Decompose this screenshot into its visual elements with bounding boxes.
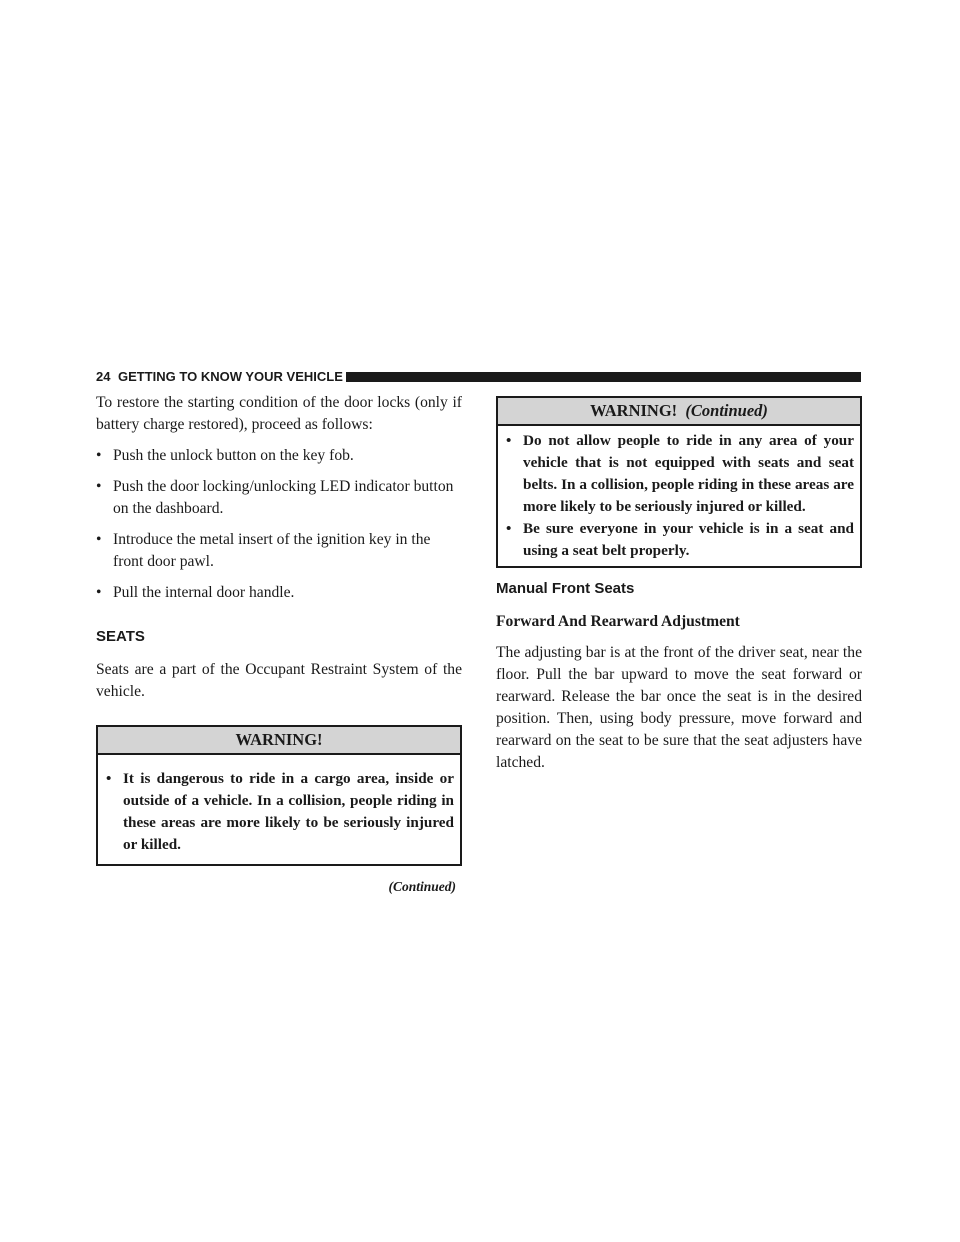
header-rule xyxy=(346,372,861,382)
bullet-icon: • xyxy=(96,478,102,495)
warning-item: • Be sure everyone in your vehicle is in a seat and using a seat belt properly. xyxy=(506,520,854,559)
bullet-icon: • xyxy=(96,447,102,464)
bullet-icon: • xyxy=(506,520,512,537)
right-column xyxy=(496,396,862,774)
bullet-icon: • xyxy=(506,432,512,449)
warning-item: • Do not allow people to ride in any area of your vehicle that is not equipped with seats and seat belts. In a collision, people riding in these areas are more likely to be seriously injured or killed. xyxy=(506,432,854,515)
warning-title: WARNING! (Continued) xyxy=(498,398,860,426)
adjustment-text: The adjusting bar is at the front of the driver seat, near the floor. Pull the bar upward to move the seat forward or rearward. Release the bar once the seat is in the desired position. Then, using body pressure, move forward and rearward on the seat to be sure that the seat adjusters have latched. xyxy=(496,644,862,771)
list-item: • Introduce the metal insert of the ignition key in the front door pawl. xyxy=(96,531,431,570)
list-item: • Pull the internal door handle. xyxy=(96,582,462,604)
door-lock-steps xyxy=(96,445,462,604)
warning-body xyxy=(498,426,860,566)
warning-body xyxy=(98,755,460,864)
warning-box-continued xyxy=(496,396,862,568)
warning-item: • It is dangerous to ride in a cargo area, inside or outside of a vehicle. In a collision, people riding in these areas are more likely to be seriously injured or killed. xyxy=(106,770,454,853)
seats-intro: Seats are a part of the Occupant Restraint System of the vehicle. xyxy=(96,661,462,700)
bullet-icon: • xyxy=(96,531,102,548)
list-item: • Push the door locking/unlocking LED indicator button on the dashboard. xyxy=(96,478,454,517)
page-header xyxy=(96,369,861,385)
manual-front-seats-heading: Manual Front Seats xyxy=(496,580,635,597)
warning-title-suffix: (Continued) xyxy=(685,401,768,420)
page-number: 24 xyxy=(96,369,111,384)
bullet-icon: • xyxy=(106,770,112,787)
continued-label: (Continued) xyxy=(388,879,456,894)
adjustment-subheading: Forward And Rearward Adjustment xyxy=(496,613,740,630)
bullet-icon: • xyxy=(96,584,102,601)
left-column xyxy=(96,392,462,898)
section-title: GETTING TO KNOW YOUR VEHICLE xyxy=(118,369,343,384)
warning-box xyxy=(96,725,462,866)
door-lock-intro: To restore the starting condition of the door locks (only if battery charge restored), proceed as follows: xyxy=(96,394,462,433)
list-item: • Push the unlock button on the key fob. xyxy=(96,445,462,467)
seats-heading: SEATS xyxy=(96,628,145,645)
warning-title: WARNING! xyxy=(98,727,460,755)
